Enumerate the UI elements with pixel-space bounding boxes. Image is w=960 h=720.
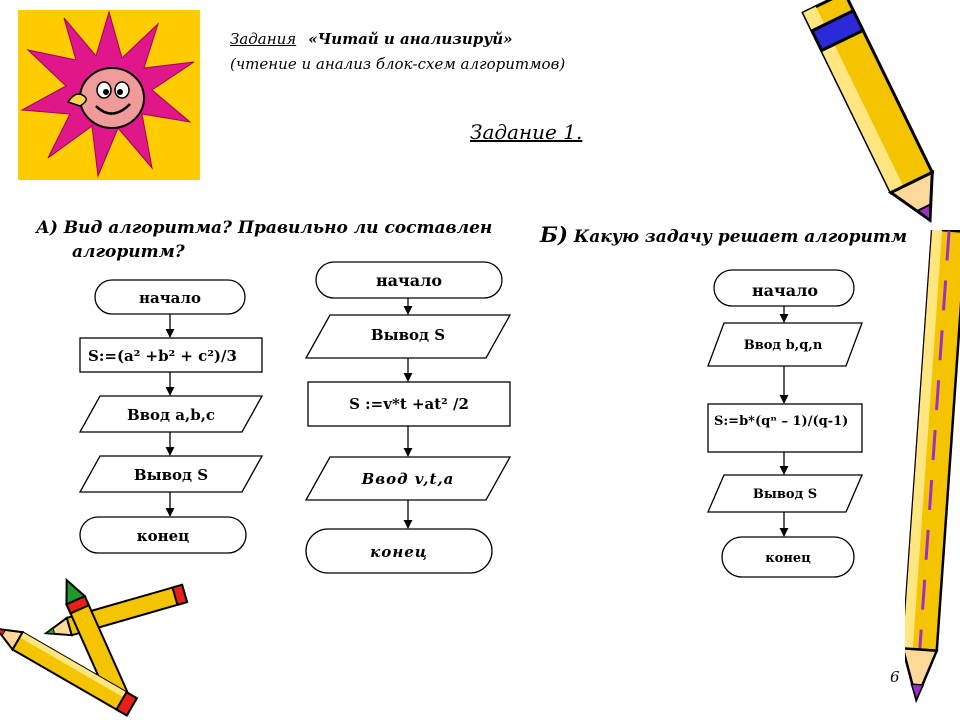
fc3-output: Вывод S	[752, 487, 818, 502]
question-a-line2: алгоритм?	[72, 242, 185, 262]
header-subtitle: (чтение и анализ блок-схем алгоритмов)	[230, 55, 566, 73]
pencil-icon	[0, 575, 200, 720]
fc3-process: S:=b*(qⁿ – 1)/(q-1)	[714, 414, 849, 429]
task-title: Задание 1.	[470, 120, 583, 144]
fc1-input: Ввод a,b,c	[126, 406, 216, 424]
page-number: 6	[890, 668, 900, 686]
fc1-output: Вывод S	[133, 466, 209, 484]
fc1-process: S:=(a² +b² + c²)/3	[88, 347, 237, 365]
fc3-end: конец	[765, 551, 811, 566]
fc2-process: S :=v*t +at² /2	[349, 395, 469, 413]
question-a-line1: А) Вид алгоритма? Правильно ли составлен	[36, 218, 493, 238]
fc2-end: конец	[370, 543, 428, 561]
fc2-output: Вывод S	[370, 326, 446, 344]
question-b-text: Какую задачу решает алгоритм	[567, 227, 908, 247]
fc2-input: Ввод v,t,a	[361, 470, 455, 488]
pencil-icon	[905, 230, 960, 720]
fc1-start: начало	[139, 289, 201, 307]
question-b-letter: Б)	[540, 222, 568, 247]
fc3-input: Ввод b,q,n	[743, 338, 823, 353]
pencil-icon	[800, 0, 960, 240]
fc3-start: начало	[751, 281, 819, 300]
flowchart-2	[306, 262, 510, 573]
fc2-start: начало	[375, 271, 443, 290]
fc1-end: конец	[136, 527, 190, 545]
task-name: «Читай и анализируй»	[308, 30, 513, 48]
task-label: Задания	[230, 30, 297, 48]
